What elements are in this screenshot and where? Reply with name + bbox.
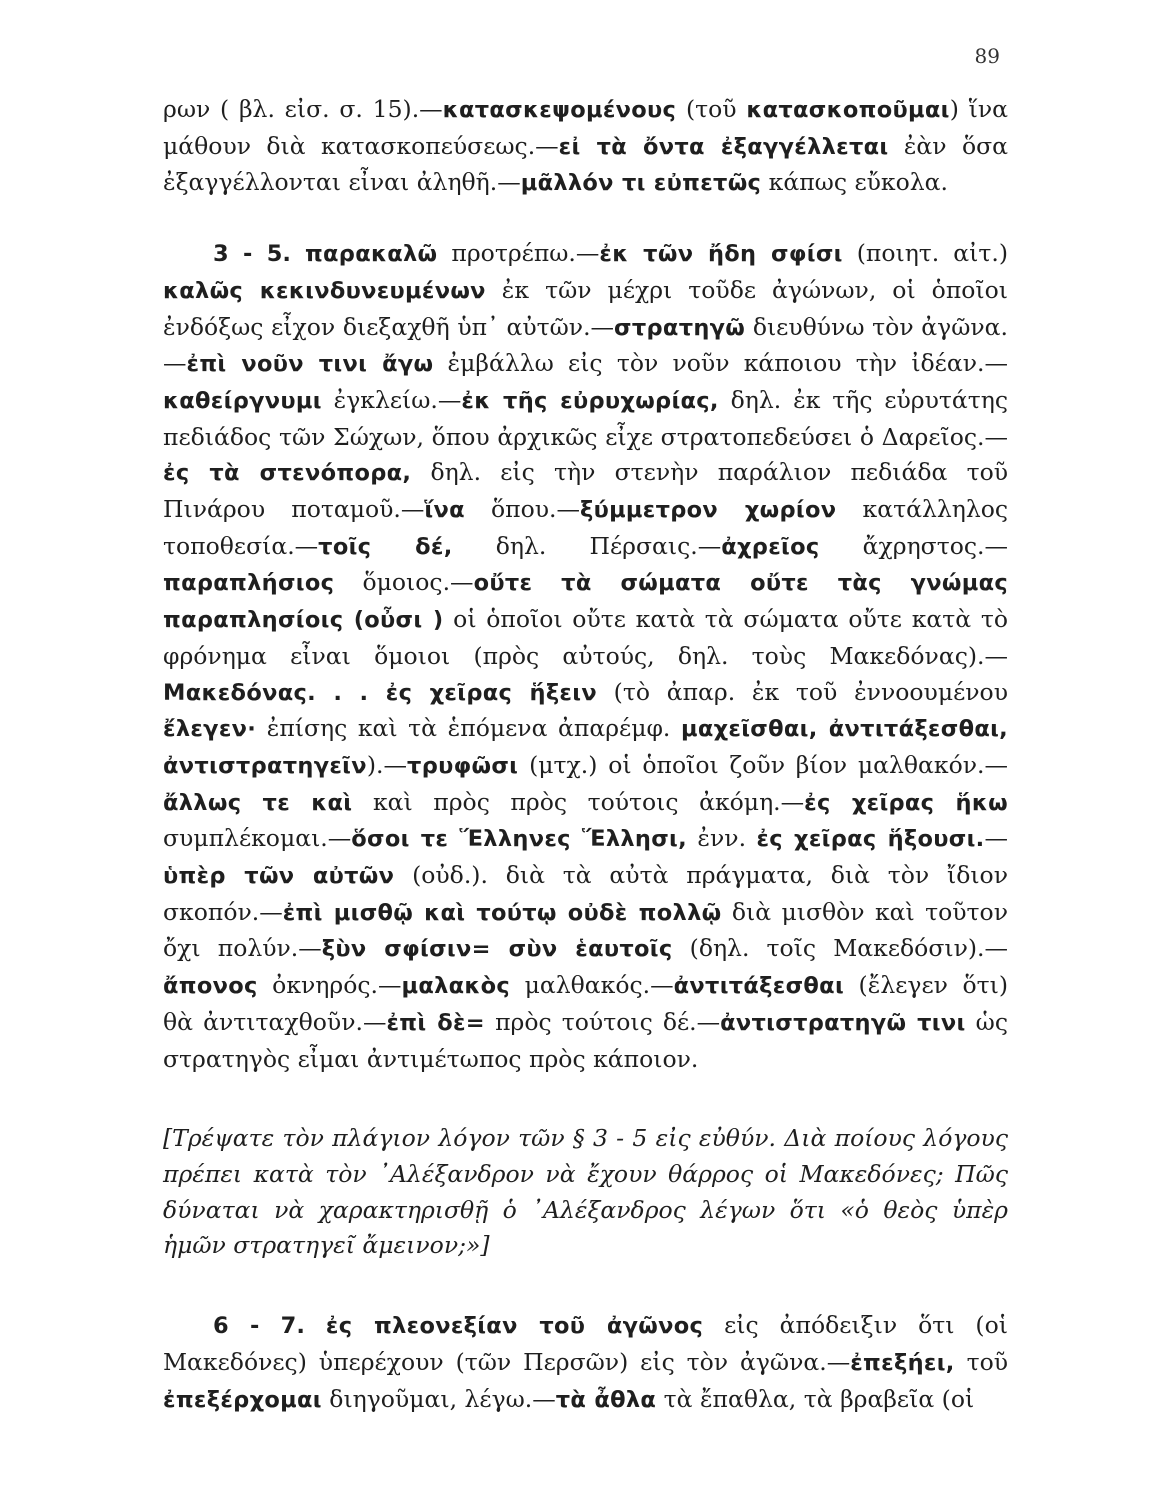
text-run: ) ἵνα μάθουν διὰ κατασκοπεύσεως.— [163,95,1008,160]
section-number: 3 - 5. [213,241,291,268]
text-run: τοῦ [954,1347,1008,1376]
bold-term: οὔτε τὰ σώματα οὔτε τὰς γνώμας παραπλησίοις (οὖσι ) [163,570,1008,634]
paragraph-continuation [163,92,1008,202]
exercise-note [163,1121,1008,1264]
bold-term: τὰ ἆθλα [555,1386,657,1413]
bold-term: μαχεῖσθαι, ἀντιτάξεσθαι, ἀντιστρατηγεῖν [163,716,1008,779]
bold-term: ἐπὶ δὲ= [386,1009,485,1036]
paragraph-3-5 [163,236,1008,1077]
text-run: [Τρέψατε τὸν πλάγιον λόγον τῶν § 3 - 5 εἰς εὐθύν. Διὰ ποίους λόγους πρέπει κατὰ τὸν ᾿Αλέξανδρον νὰ ἔχουν θάρρος οἱ Μακεδόνες; Πῶς δύναται νὰ χαρακτηρισθῇ ὁ ᾿Αλέξανδρος λέγων ὅτι «ὁ θεὸς ὑπὲρ ἡμῶν στρατηγεῖ ἄμεινον;»] [163,1124,1008,1260]
text-run: ἐμβάλλω εἰς τὸν νοῦν κάποιου τὴν ἰδέαν.— [433,349,1008,378]
text-run: — [984,824,1009,853]
bold-term: ἐπὶ μισθῷ καὶ τούτῳ οὐδὲ πολλῷ [282,899,722,926]
text-run: δηλ. Πέρσαις.— [452,531,722,560]
section-number: 6 - 7. [213,1313,305,1340]
text-run: ὀκνηρός.— [257,971,402,1000]
bold-term: ἄλλως τε καὶ [163,789,353,816]
text-run: ρων ( βλ. εἰσ. σ. 15).— [163,95,443,123]
text-run: πρὸς τούτοις δέ.— [484,1007,721,1036]
text-run: (τοῦ [676,95,747,123]
bold-term: ξύμμετρον χωρίον [579,497,837,524]
text-run: ἐγκλείω.— [321,385,462,414]
text-run: ἐὰν ὅσα ἐξαγγέλλονται εἶναι ἀληθῆ.— [163,131,1008,197]
bold-term: εἰ τὰ ὄντα ἐξαγγέλλεται [558,133,889,160]
bold-term: καλῶς κεκινδυνευμένων [163,277,486,304]
text-run: μαλθακός.— [510,971,674,1000]
text-run: κατάλληλος τοποθεσία.— [163,495,1009,560]
text-run: ).— [366,750,408,779]
bold-term: ἀντιστρατηγῶ τινι [720,1009,966,1036]
bold-term: ξὺν σφίσιν= σὺν ἑαυτοῖς [321,936,673,963]
text-run: (τὸ ἀπαρ. ἐκ τοῦ ἐννοουμένου [596,677,1008,706]
text-run [291,239,305,267]
bold-term: Μακεδόνας. . . ἐς χεῖρας ἥξειν [163,679,597,706]
bold-term: ἐς χεῖρας ἥκω [804,789,1009,816]
text-run: διευθύνω τὸν ἀγῶνα.— [163,312,1008,378]
text-run: οἱ ὁποῖοι οὔτε κατὰ τὰ σώματα οὔτε κατὰ τὸ φρόνημα εἶναι ὅμοιοι (πρὸς αὐτούς, δηλ. τοὺς Μακεδόνας).— [163,605,1009,670]
text-run [305,1311,326,1339]
bold-term: παραπλήσιος [163,570,335,597]
bold-term: ἐπὶ νοῦν τινι ἄγω [186,351,434,378]
text-run: ἐκ τῶν μέχρι τοῦδε ἀγώνων, οἱ ὁποῖοι ἐνδόξως εἶχον διεξαχθῆ ὑπ᾿ αὐτῶν.— [163,275,1008,341]
text-run: διὰ μισθὸν καὶ τοῦτον ὄχι πολύν.— [163,897,1008,963]
text-run: κάπως εὔκολα. [761,168,948,197]
bold-term: τρυφῶσι [407,752,519,779]
text-run: εἰς ἀπόδειξιν ὅτι (οἱ Μακεδόνες) ὑπερέχουν (τῶν Περσῶν) εἰς τὸν ἀγῶνα.— [163,1311,1008,1376]
page-number: 89 [974,44,1000,68]
text-run: ὅπου.— [464,495,580,524]
bold-term: ἵνα [424,497,465,524]
text-run: (μτχ.) οἱ ὁποῖοι ζοῦν βίον μαλθακόν.— [518,750,1008,779]
bold-term: ἀχρεῖος [721,533,820,560]
paragraph-6-7 [163,1308,1008,1418]
bold-term: στρατηγῶ [614,314,746,341]
text-run: προτρέπω.— [437,239,600,268]
text-run: καὶ πρὸς πρὸς τούτοις ἀκόμη.— [352,787,805,816]
bold-term: ἔλεγεν· [163,716,257,743]
bold-term: μαλακὸς [401,973,511,1000]
text-run: (οὐδ.). διὰ τὰ αὐτὰ πράγματα, διὰ τὸν ἴδιον σκοπόν.— [163,861,1008,926]
bold-term: παρακαλῶ [304,241,438,268]
bold-term: μᾶλλόν τι εὐπετῶς [520,170,762,197]
text-run: ἐνν. [686,824,757,853]
bold-term: ἐς τὰ στενόπορα, [163,460,412,487]
text-run: δηλ. ἐκ τῆς εὐρυτάτης πεδιάδος τῶν Σώχων, ὅπου ἀρχικῶς εἶχε στρατοπεδεύσει ὁ Δαρεῖος.— [163,385,1009,451]
text-run: (ποιητ. αἰτ.) [842,239,1008,268]
bold-term: καθείργνυμι [163,387,322,414]
bold-term: τοῖς δέ, [318,533,453,560]
bold-term: ὅσοι τε Ἕλληνες Ἕλλησι, [351,826,687,853]
text-run: ἐπίσης καὶ τὰ ἑπόμενα ἀπαρέμφ. [256,714,681,743]
bold-term: ἀντιτάξεσθαι [673,973,845,1000]
bold-term: ἐς πλεονεξίαν τοῦ ἀγῶνος [325,1313,704,1340]
bold-term: κατασκοποῦμαι [746,97,950,123]
text-run: ἄχρηστος.— [819,531,1008,560]
bold-term: ἐκ τῶν ἤδη σφίσι [599,241,843,268]
bold-term: ἐκ τῆς εὐρυχωρίας, [461,387,719,414]
text-run: ὡς στρατηγὸς εἶμαι ἀντιμέτωπος πρὸς κάποιον. [163,1007,1009,1073]
text-run: (δηλ. τοῖς Μακεδόσιν).— [672,934,1008,963]
bold-term: κατασκεψομένους [442,97,677,123]
page-body [163,92,1008,1418]
bold-term: ἐπεξήει, [850,1349,955,1376]
text-run: δηλ. εἰς τὴν στενὴν παράλιον πεδιάδα τοῦ Πινάρου ποταμοῦ.— [163,458,1009,524]
bold-term: ἄπονος [163,973,258,1000]
text-run: ὅμοιος.— [334,568,474,597]
text-run: διηγοῦμαι, λέγω.— [321,1384,556,1413]
bold-term: ἐπεξέρχομαι [163,1386,322,1413]
bold-term: ὑπὲρ τῶν αὐτῶν [163,863,395,890]
text-run: συμπλέκομαι.— [163,824,352,853]
text-run: τὰ ἔπαθλα, τὰ βραβεῖα (οἱ [656,1384,975,1413]
text-run: (ἔλεγεν ὅτι) θὰ ἀντιταχθοῦν.— [163,971,1008,1036]
bold-term: ἐς χεῖρας ἥξουσι. [756,826,985,853]
